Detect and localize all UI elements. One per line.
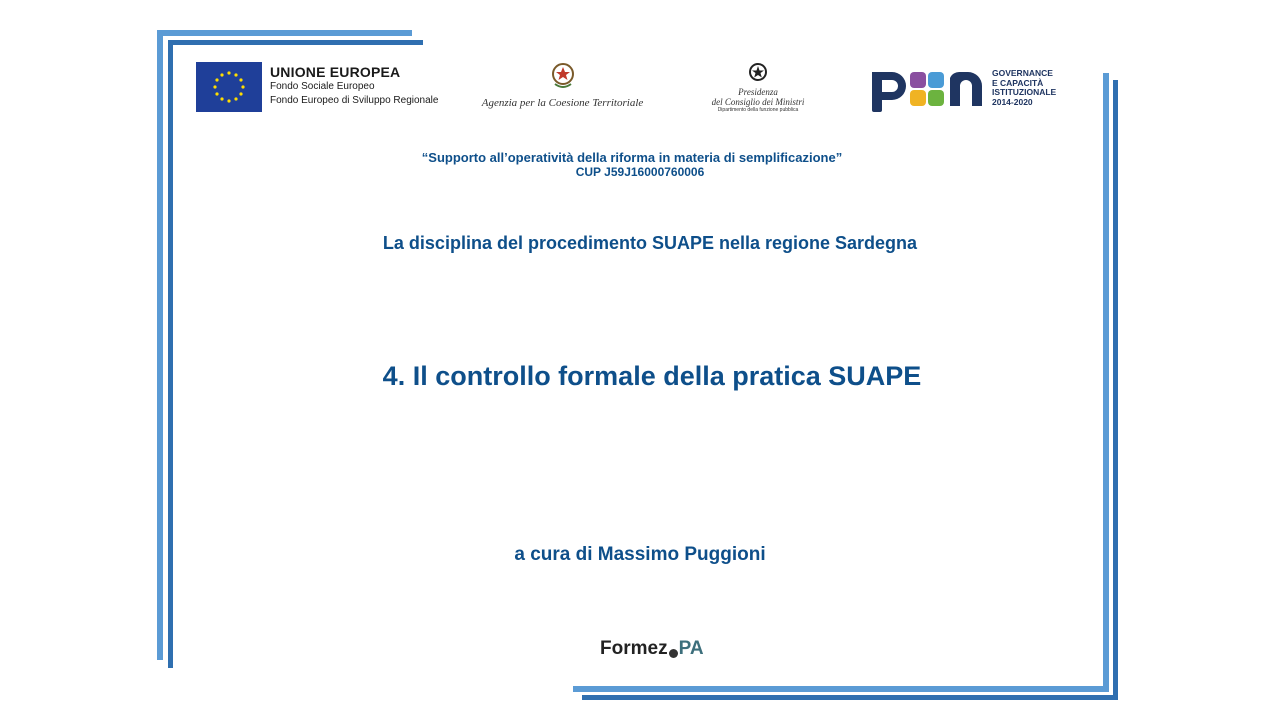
project-cup: CUP J59J16000760006 — [575, 165, 705, 179]
pon-line-1: GOVERNANCE — [992, 68, 1053, 78]
pon-line-2: E CAPACITÀ — [992, 77, 1044, 88]
project-quote: “Supporto all’operatività della riforma in materia di semplificazione” — [421, 150, 843, 165]
lesson-title: 4. Il controllo formale della pratica SUAPE — [382, 361, 922, 391]
eu-fund-line-1: Fondo Sociale Europeo — [270, 81, 375, 92]
pon-logo-icon — [870, 68, 986, 121]
eu-title: UNIONE EUROPEA — [270, 64, 401, 80]
course-title: La disciplina del procedimento SUAPE nella regione Sardegna — [382, 233, 918, 253]
presidency-line-3: Dipartimento della funzione pubblica — [717, 107, 799, 113]
frame-bottom-outer — [573, 686, 1109, 692]
frame-left-inner — [168, 40, 173, 668]
formez-brand: Formez — [600, 638, 668, 659]
eu-flag-icon — [196, 62, 262, 112]
agency-name: Agenzia per la Coesione Territoriale — [481, 97, 644, 109]
eu-fund-line-2: Fondo Europeo di Sviluppo Regionale — [270, 95, 439, 106]
presidency-line-2: del Consiglio dei Ministri — [711, 97, 805, 107]
italian-emblem-icon — [549, 60, 577, 90]
frame-top-outer — [157, 30, 412, 36]
pon-text — [992, 69, 1056, 107]
pon-line-4: 2014-2020 — [992, 96, 1033, 107]
formez-dot-icon — [669, 649, 678, 658]
formez-pa-logo — [600, 638, 704, 660]
pon-line-3: ISTITUZIONALE — [992, 87, 1057, 97]
frame-top-inner — [168, 40, 423, 45]
presidency-line-1: Presidenza — [738, 87, 778, 97]
presidency-logo — [708, 62, 808, 114]
formez-pa-suffix: PA — [678, 638, 704, 659]
frame-bottom-inner — [582, 695, 1118, 700]
agency-logo — [480, 60, 645, 109]
eu-logo-text — [270, 64, 438, 108]
italian-star-emblem-icon — [748, 62, 768, 82]
author: a cura di Massimo Puggioni — [514, 544, 766, 565]
